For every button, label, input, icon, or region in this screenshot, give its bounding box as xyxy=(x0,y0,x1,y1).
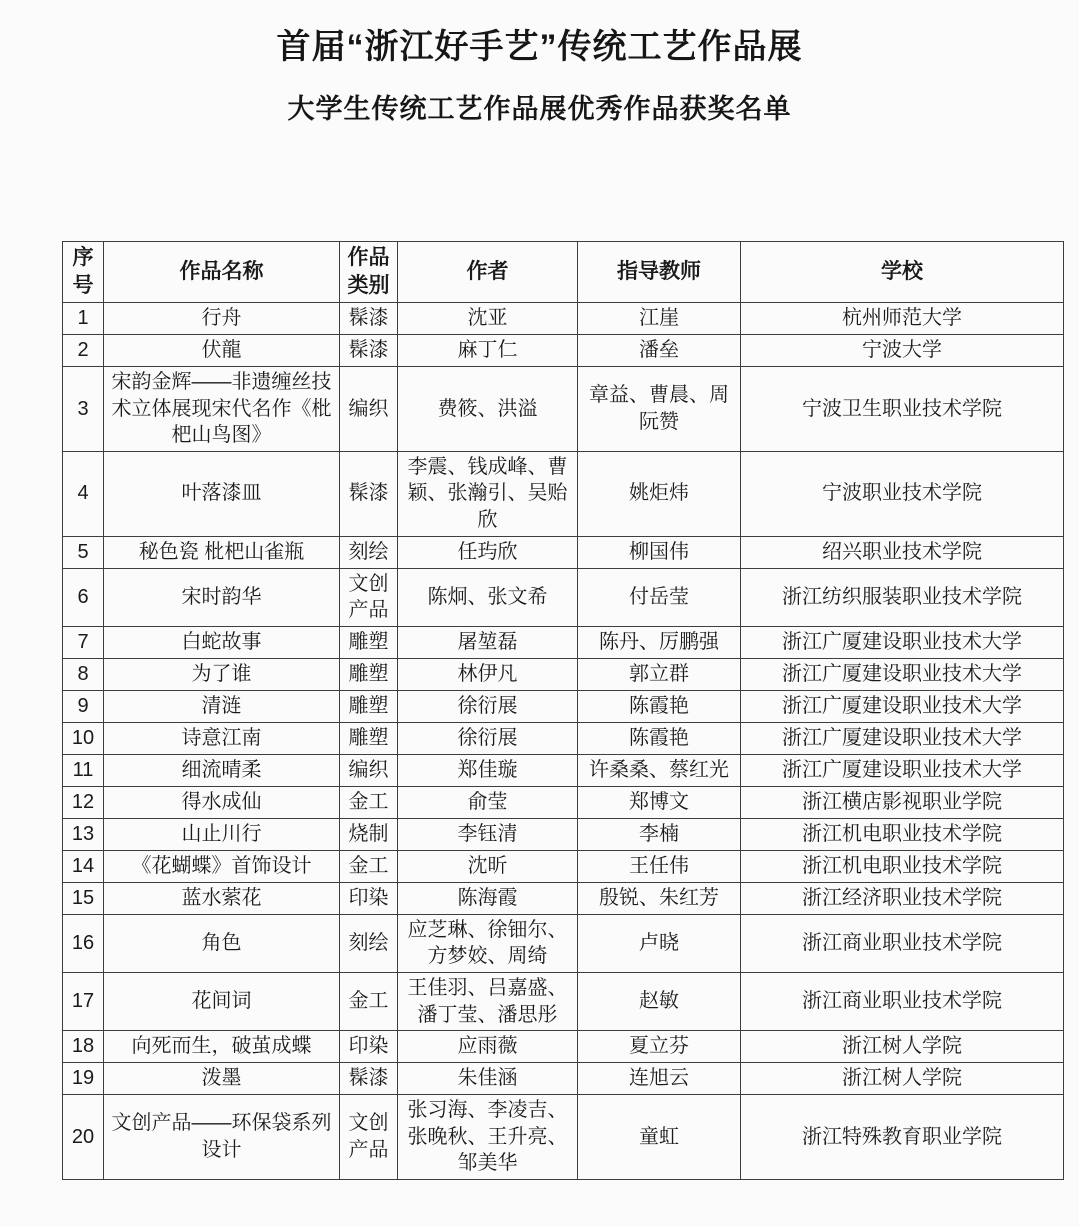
table-row xyxy=(63,722,1064,754)
cell-category: 编织 xyxy=(340,754,398,786)
cell-advisor: 童虹 xyxy=(578,1095,741,1180)
table-row xyxy=(63,972,1064,1030)
cell-advisor: 李楠 xyxy=(578,818,741,850)
cell-category: 金工 xyxy=(340,786,398,818)
cell-index: 19 xyxy=(63,1063,104,1095)
cell-work-title: 《花蝴蝶》首饰设计 xyxy=(104,850,340,882)
cell-advisor: 付岳莹 xyxy=(578,568,741,626)
cell-category: 金工 xyxy=(340,850,398,882)
cell-school: 浙江广厦建设职业技术大学 xyxy=(741,722,1064,754)
cell-category: 雕塑 xyxy=(340,690,398,722)
cell-category: 髹漆 xyxy=(340,335,398,367)
document-page xyxy=(0,27,1079,1227)
table-body xyxy=(63,303,1064,1180)
cell-authors: 陈炯、张文希 xyxy=(398,568,578,626)
cell-advisor: 章益、曹晨、周阮赞 xyxy=(578,367,741,452)
cell-advisor: 王任伟 xyxy=(578,850,741,882)
cell-work-title: 山止川行 xyxy=(104,818,340,850)
cell-school: 浙江商业职业技术学院 xyxy=(741,972,1064,1030)
cell-work-title: 秘色瓷 枇杷山雀瓶 xyxy=(104,536,340,568)
cell-authors: 张习海、李凌吉、张晚秋、王升亮、邹美华 xyxy=(398,1095,578,1180)
cell-category: 髹漆 xyxy=(340,1063,398,1095)
cell-category: 编织 xyxy=(340,367,398,452)
cell-authors: 李钰清 xyxy=(398,818,578,850)
cell-advisor: 潘垒 xyxy=(578,335,741,367)
cell-work-title: 伏龍 xyxy=(104,335,340,367)
cell-index: 3 xyxy=(63,367,104,452)
table-row xyxy=(63,754,1064,786)
cell-school: 浙江纺织服装职业技术学院 xyxy=(741,568,1064,626)
column-header-index: 序号 xyxy=(63,242,104,303)
column-header-school: 学校 xyxy=(741,242,1064,303)
cell-work-title: 蓝水萦花 xyxy=(104,882,340,914)
cell-authors: 徐衍展 xyxy=(398,690,578,722)
cell-index: 18 xyxy=(63,1031,104,1063)
cell-advisor: 郑博文 xyxy=(578,786,741,818)
cell-authors: 陈海霞 xyxy=(398,882,578,914)
cell-advisor: 柳国伟 xyxy=(578,536,741,568)
cell-category: 雕塑 xyxy=(340,722,398,754)
table-row xyxy=(63,335,1064,367)
cell-category: 烧制 xyxy=(340,818,398,850)
cell-work-title: 向死而生，破茧成蝶 xyxy=(104,1031,340,1063)
cell-index: 5 xyxy=(63,536,104,568)
cell-school: 杭州师范大学 xyxy=(741,303,1064,335)
cell-work-title: 细流晴柔 xyxy=(104,754,340,786)
column-header-work-title: 作品名称 xyxy=(104,242,340,303)
cell-index: 2 xyxy=(63,335,104,367)
cell-authors: 沈亚 xyxy=(398,303,578,335)
cell-advisor: 陈霞艳 xyxy=(578,722,741,754)
cell-authors: 李震、钱成峰、曹颖、张瀚引、吴贻欣 xyxy=(398,451,578,536)
table-header-row xyxy=(63,242,1064,303)
cell-index: 10 xyxy=(63,722,104,754)
cell-advisor: 许桑桑、蔡红光 xyxy=(578,754,741,786)
cell-advisor: 姚炬炜 xyxy=(578,451,741,536)
award-table xyxy=(62,241,1064,1180)
document-header xyxy=(0,27,1079,125)
cell-index: 11 xyxy=(63,754,104,786)
cell-school: 浙江特殊教育职业学院 xyxy=(741,1095,1064,1180)
cell-work-title: 叶落漆皿 xyxy=(104,451,340,536)
cell-index: 7 xyxy=(63,626,104,658)
cell-category: 髹漆 xyxy=(340,451,398,536)
cell-work-title: 得水成仙 xyxy=(104,786,340,818)
table-row xyxy=(63,786,1064,818)
cell-work-title: 白蛇故事 xyxy=(104,626,340,658)
cell-authors: 徐衍展 xyxy=(398,722,578,754)
column-header-category: 作品类别 xyxy=(340,242,398,303)
cell-work-title: 泼墨 xyxy=(104,1063,340,1095)
table-row xyxy=(63,818,1064,850)
cell-authors: 应雨薇 xyxy=(398,1031,578,1063)
cell-authors: 王佳羽、吕嘉盛、潘丁莹、潘思彤 xyxy=(398,972,578,1030)
cell-authors: 屠堃磊 xyxy=(398,626,578,658)
cell-work-title: 为了谁 xyxy=(104,658,340,690)
cell-category: 印染 xyxy=(340,882,398,914)
cell-authors: 俞莹 xyxy=(398,786,578,818)
table-row xyxy=(63,303,1064,335)
cell-index: 16 xyxy=(63,914,104,972)
cell-work-title: 宋韵金辉——非遗缠丝技术立体展现宋代名作《枇杷山鸟图》 xyxy=(104,367,340,452)
cell-category: 雕塑 xyxy=(340,626,398,658)
cell-work-title: 行舟 xyxy=(104,303,340,335)
cell-index: 1 xyxy=(63,303,104,335)
cell-authors: 应芝琳、徐钿尔、方梦姣、周绮 xyxy=(398,914,578,972)
table-row xyxy=(63,367,1064,452)
cell-index: 9 xyxy=(63,690,104,722)
cell-work-title: 宋时韵华 xyxy=(104,568,340,626)
cell-work-title: 花间词 xyxy=(104,972,340,1030)
cell-category: 文创产品 xyxy=(340,568,398,626)
cell-index: 6 xyxy=(63,568,104,626)
cell-school: 浙江广厦建设职业技术大学 xyxy=(741,626,1064,658)
cell-school: 浙江横店影视职业学院 xyxy=(741,786,1064,818)
cell-work-title: 诗意江南 xyxy=(104,722,340,754)
cell-advisor: 赵敏 xyxy=(578,972,741,1030)
cell-index: 12 xyxy=(63,786,104,818)
cell-school: 绍兴职业技术学院 xyxy=(741,536,1064,568)
column-header-authors: 作者 xyxy=(398,242,578,303)
cell-category: 髹漆 xyxy=(340,303,398,335)
cell-school: 浙江广厦建设职业技术大学 xyxy=(741,658,1064,690)
cell-authors: 麻丁仁 xyxy=(398,335,578,367)
cell-index: 13 xyxy=(63,818,104,850)
cell-authors: 任玙欣 xyxy=(398,536,578,568)
table-head xyxy=(63,242,1064,303)
table-row xyxy=(63,914,1064,972)
cell-work-title: 角色 xyxy=(104,914,340,972)
page-subtitle: 大学生传统工艺作品展优秀作品获奖名单 xyxy=(287,93,792,124)
table-row xyxy=(63,1063,1064,1095)
cell-index: 14 xyxy=(63,850,104,882)
table-row xyxy=(63,451,1064,536)
cell-work-title: 文创产品——环保袋系列设计 xyxy=(104,1095,340,1180)
cell-school: 宁波大学 xyxy=(741,335,1064,367)
cell-authors: 沈昕 xyxy=(398,850,578,882)
cell-index: 15 xyxy=(63,882,104,914)
page-title: 首届“浙江好手艺”传统工艺作品展 xyxy=(276,28,803,66)
cell-advisor: 卢晓 xyxy=(578,914,741,972)
cell-school: 宁波卫生职业技术学院 xyxy=(741,367,1064,452)
cell-advisor: 连旭云 xyxy=(578,1063,741,1095)
cell-index: 8 xyxy=(63,658,104,690)
cell-category: 印染 xyxy=(340,1031,398,1063)
cell-category: 金工 xyxy=(340,972,398,1030)
cell-authors: 朱佳涵 xyxy=(398,1063,578,1095)
cell-authors: 费筱、洪溢 xyxy=(398,367,578,452)
cell-index: 17 xyxy=(63,972,104,1030)
cell-authors: 郑佳璇 xyxy=(398,754,578,786)
cell-school: 浙江机电职业技术学院 xyxy=(741,850,1064,882)
cell-index: 4 xyxy=(63,451,104,536)
cell-school: 浙江树人学院 xyxy=(741,1031,1064,1063)
cell-advisor: 陈霞艳 xyxy=(578,690,741,722)
table-row xyxy=(63,1031,1064,1063)
table-row xyxy=(63,850,1064,882)
cell-school: 浙江商业职业技术学院 xyxy=(741,914,1064,972)
table-row xyxy=(63,882,1064,914)
table-row xyxy=(63,626,1064,658)
cell-category: 刻绘 xyxy=(340,914,398,972)
table-row xyxy=(63,690,1064,722)
cell-advisor: 郭立群 xyxy=(578,658,741,690)
cell-index: 20 xyxy=(63,1095,104,1180)
cell-advisor: 江崖 xyxy=(578,303,741,335)
table-row xyxy=(63,536,1064,568)
cell-authors: 林伊凡 xyxy=(398,658,578,690)
column-header-advisor: 指导教师 xyxy=(578,242,741,303)
table-row xyxy=(63,568,1064,626)
cell-advisor: 殷锐、朱红芳 xyxy=(578,882,741,914)
cell-school: 浙江广厦建设职业技术大学 xyxy=(741,690,1064,722)
cell-advisor: 夏立芬 xyxy=(578,1031,741,1063)
cell-school: 浙江广厦建设职业技术大学 xyxy=(741,754,1064,786)
cell-work-title: 清涟 xyxy=(104,690,340,722)
cell-school: 浙江机电职业技术学院 xyxy=(741,818,1064,850)
cell-school: 浙江经济职业技术学院 xyxy=(741,882,1064,914)
cell-school: 浙江树人学院 xyxy=(741,1063,1064,1095)
cell-advisor: 陈丹、厉鹏强 xyxy=(578,626,741,658)
cell-school: 宁波职业技术学院 xyxy=(741,451,1064,536)
cell-category: 雕塑 xyxy=(340,658,398,690)
cell-category: 文创产品 xyxy=(340,1095,398,1180)
table-row xyxy=(63,1095,1064,1180)
table-row xyxy=(63,658,1064,690)
cell-category: 刻绘 xyxy=(340,536,398,568)
